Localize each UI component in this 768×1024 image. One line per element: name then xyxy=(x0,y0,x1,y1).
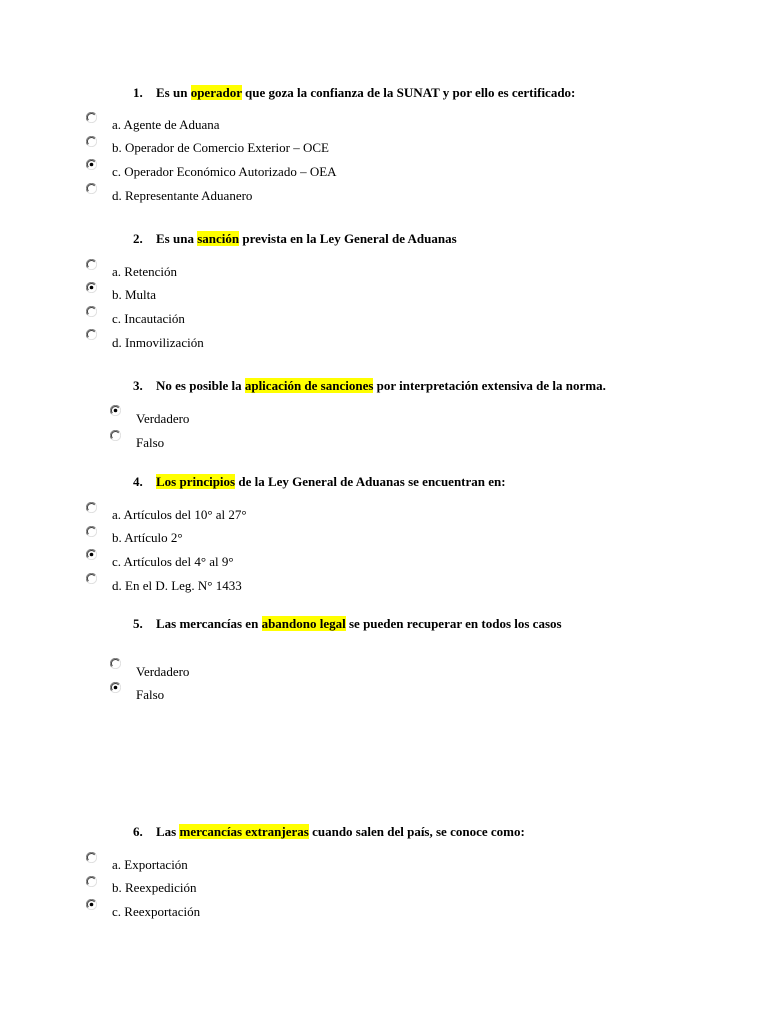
option-q4-c: c. Artículos del 4° al 9° xyxy=(112,554,234,569)
question-text: que goza la confianza de la SUNAT y por ello es certificado: xyxy=(241,85,576,100)
question-highlight: mercancías extranjeras xyxy=(179,824,309,839)
question-highlight: abandono legal xyxy=(261,616,346,631)
option-q5-verdadero: Verdadero xyxy=(136,664,190,679)
radio-q2-d[interactable] xyxy=(86,329,97,340)
radio-q3-falso[interactable] xyxy=(110,430,121,441)
option-q2-c: c. Incautación xyxy=(112,311,185,326)
radio-q2-c[interactable] xyxy=(86,306,97,317)
option-q1-d: d. Representante Aduanero xyxy=(112,188,253,203)
question-text: No es posible la xyxy=(156,378,245,393)
question-number: 4. xyxy=(133,474,143,489)
question-number: 5. xyxy=(133,616,143,631)
question-5 xyxy=(133,616,562,632)
radio-q5-falso[interactable] xyxy=(110,682,121,693)
question-text: cuando salen del país, se conoce como: xyxy=(308,824,525,839)
question-number: 2. xyxy=(133,231,143,246)
question-number: 3. xyxy=(133,378,143,393)
question-4 xyxy=(133,474,506,490)
radio-q4-c[interactable] xyxy=(86,549,97,560)
question-number: 6. xyxy=(133,824,143,839)
option-q2-b: b. Multa xyxy=(112,287,157,302)
question-text: Es una xyxy=(156,231,198,246)
option-q6-c: c. Reexportación xyxy=(112,904,201,919)
radio-q1-a[interactable] xyxy=(86,112,97,123)
radio-q4-b[interactable] xyxy=(86,526,97,537)
question-text: por interpretación extensiva de la norma. xyxy=(373,378,606,393)
radio-q3-verdadero[interactable] xyxy=(110,405,121,416)
radio-q4-d[interactable] xyxy=(86,573,97,584)
option-q2-a: a. Retención xyxy=(112,264,177,279)
option-q1-a: a. Agente de Aduana xyxy=(112,117,220,132)
radio-q6-a[interactable] xyxy=(86,852,97,863)
question-3 xyxy=(133,378,606,394)
question-text: Las xyxy=(156,824,180,839)
question-highlight: Los principios xyxy=(156,474,236,489)
question-text: se pueden recuperar en todos los casos xyxy=(345,616,562,631)
question-6 xyxy=(133,824,525,840)
radio-q2-b[interactable] xyxy=(86,282,97,293)
option-q4-a: a. Artículos del 10° al 27° xyxy=(112,507,247,522)
radio-q1-c[interactable] xyxy=(86,159,97,170)
radio-q2-a[interactable] xyxy=(86,259,97,270)
radio-q1-b[interactable] xyxy=(86,136,97,147)
radio-q6-b[interactable] xyxy=(86,876,97,887)
radio-q4-a[interactable] xyxy=(86,502,97,513)
option-q2-d: d. Inmovilización xyxy=(112,335,204,350)
question-2 xyxy=(133,231,457,247)
option-q3-falso: Falso xyxy=(136,435,165,450)
question-highlight: sanción xyxy=(197,231,240,246)
radio-q1-d[interactable] xyxy=(86,183,97,194)
option-q4-d: d. En el D. Leg. N° 1433 xyxy=(112,578,242,593)
question-text: de la Ley General de Aduanas se encuentran en: xyxy=(235,474,506,489)
question-1 xyxy=(133,85,575,101)
question-highlight: aplicación de sanciones xyxy=(244,378,374,393)
option-q3-verdadero: Verdadero xyxy=(136,411,190,426)
option-q1-b: b. Operador de Comercio Exterior – OCE xyxy=(112,140,329,155)
question-text: Las mercancías en xyxy=(156,616,262,631)
option-q5-falso: Falso xyxy=(136,687,165,702)
option-q6-a: a. Exportación xyxy=(112,857,188,872)
option-q4-b: b. Artículo 2° xyxy=(112,530,183,545)
radio-q5-verdadero[interactable] xyxy=(110,658,121,669)
question-text: prevista en la Ley General de Aduanas xyxy=(239,231,457,246)
question-number: 1. xyxy=(133,85,143,100)
option-q6-b: b. Reexpedición xyxy=(112,880,197,895)
option-q1-c: c. Operador Económico Autorizado – OEA xyxy=(112,164,337,179)
radio-q6-c[interactable] xyxy=(86,899,97,910)
question-highlight: operador xyxy=(190,85,242,100)
question-text: Es un xyxy=(156,85,191,100)
